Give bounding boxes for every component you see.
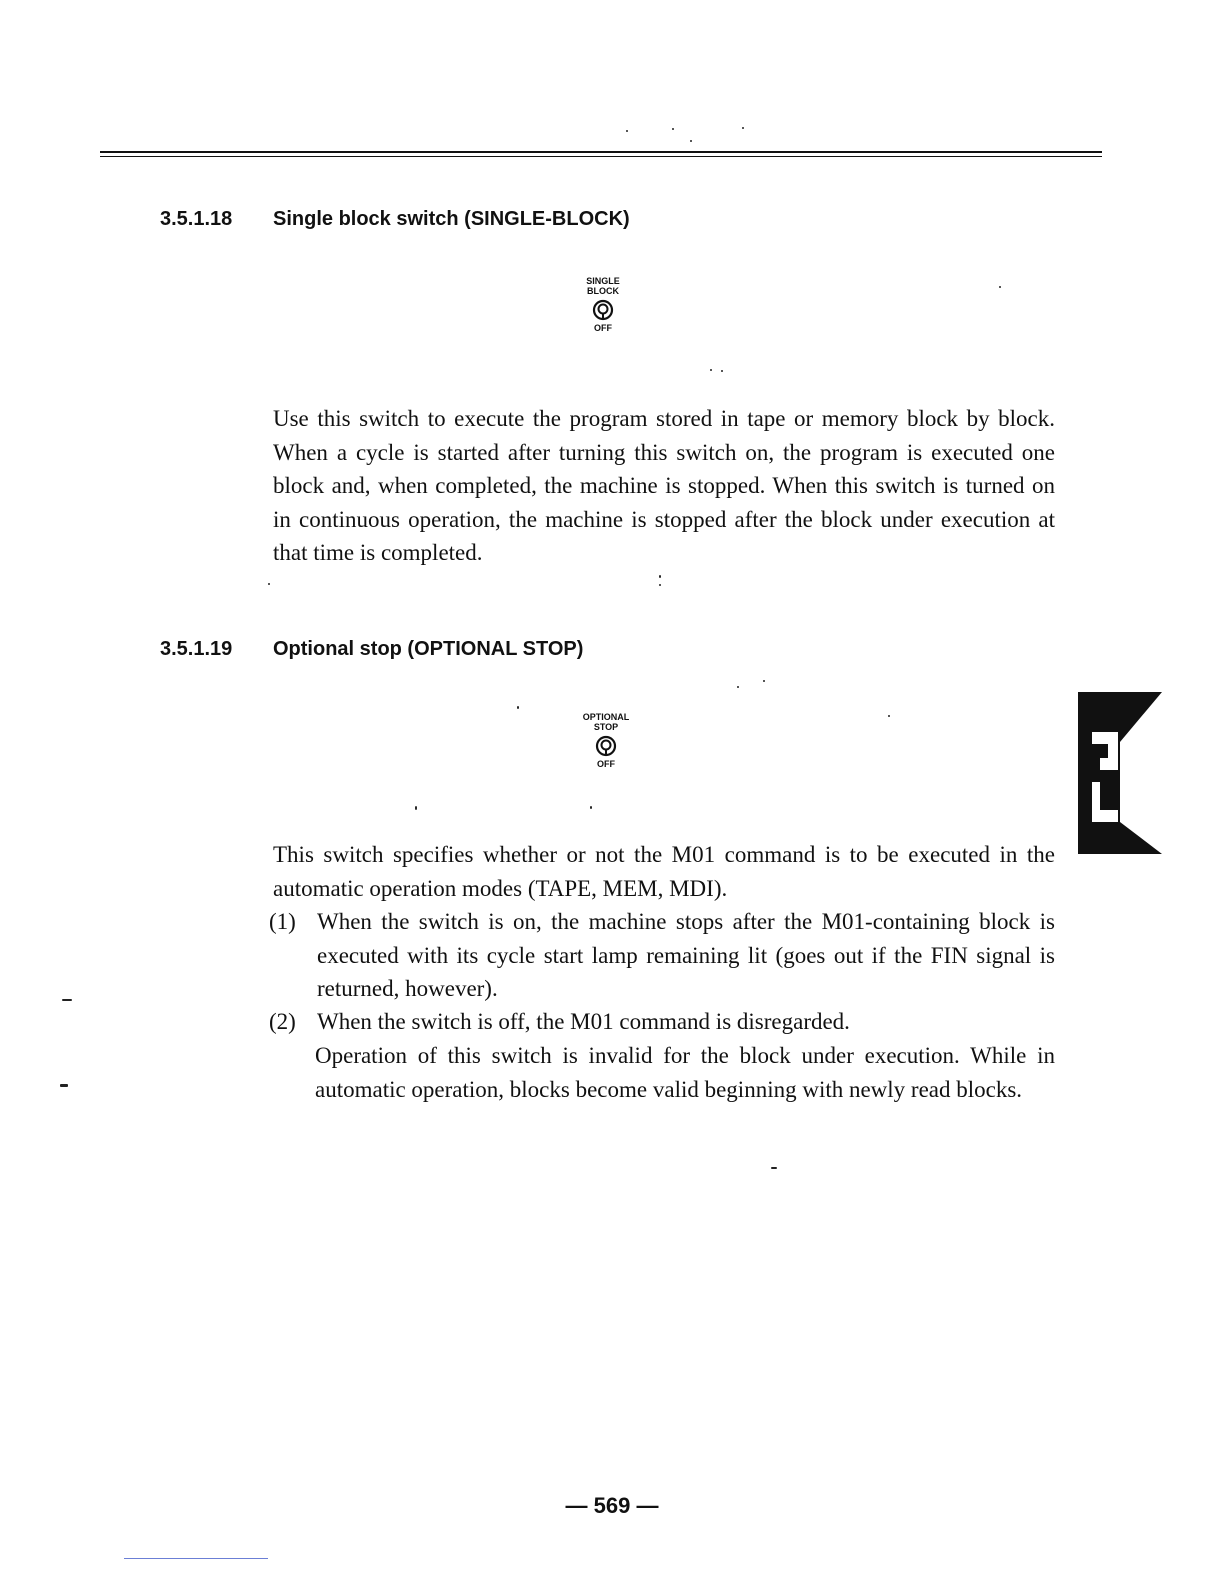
section-number: 3.5.1.19 — [160, 638, 233, 660]
scan-speck — [721, 370, 723, 372]
section-title: Single block switch (SINGLE-BLOCK) — [273, 208, 630, 230]
scan-speck — [268, 583, 270, 585]
switch-label-line: STOP — [593, 722, 619, 732]
scan-speck — [742, 127, 744, 129]
scan-speck — [60, 1084, 68, 1087]
switch-off-label: OFF — [597, 759, 615, 769]
scan-speck — [659, 584, 661, 586]
section-number: 3.5.1.18 — [160, 208, 233, 230]
scan-speck — [763, 680, 765, 682]
page-number: — 569 — — [565, 1493, 659, 1518]
scan-speck — [626, 130, 628, 132]
scan-speck — [737, 686, 739, 688]
switch-off-label: OFF — [594, 323, 612, 333]
list-item-text: When the switch is off, the M01 command is disregarded. — [317, 1009, 850, 1034]
optional-stop-switch-figure — [546, 712, 666, 769]
scan-speck — [710, 369, 712, 371]
header-rule-top — [100, 151, 1102, 153]
single-block-switch-figure — [543, 276, 663, 333]
switch-label-line: BLOCK — [587, 286, 619, 296]
scan-speck — [659, 575, 661, 578]
scan-speck — [999, 286, 1001, 288]
scan-speck — [888, 715, 890, 717]
scan-speck — [415, 806, 417, 810]
section-title: Optional stop (OPTIONAL STOP) — [273, 638, 584, 660]
rotary-switch-icon — [595, 735, 617, 757]
scan-speck — [672, 128, 674, 130]
scan-speck — [590, 806, 592, 809]
scan-speck — [690, 140, 692, 142]
list-item-text: When the switch is on, the machine stops after the M01-containing block is executed with its cycle start lamp remaining lit (goes out if the FIN signal is returned, however). — [317, 909, 1055, 1001]
list-item-number: (2) — [269, 1009, 296, 1034]
footer-line — [124, 1558, 268, 1559]
section-intro: This switch specifies whether or not the M01 command is to be executed in the automatic operation modes (TAPE, MEM, MDI). — [273, 842, 1055, 901]
section-body: Use this switch to execute the program stored in tape or memory block by block. When a cycle is started after turning this switch on, the program is executed one block and, when completed, the machine is stopped. When this switch is turned on in continuous operation, the machine is stopped after the block under execution at that time is completed. — [273, 406, 1055, 565]
switch-label-line: OPTIONAL — [582, 712, 630, 722]
list-item — [269, 905, 1055, 1006]
switch-label-line: SINGLE — [586, 276, 620, 286]
chapter-tab-icon — [1078, 692, 1162, 854]
rotary-switch-icon — [592, 299, 614, 321]
scan-speck — [517, 706, 519, 709]
scan-speck — [62, 999, 72, 1001]
list-item — [269, 1005, 1055, 1039]
header-rule-bottom — [100, 156, 1102, 157]
list-item-number: (1) — [269, 909, 296, 934]
scan-speck — [771, 1167, 777, 1169]
section-note: Operation of this switch is invalid for the block under execution. While in automatic operation, blocks become valid beginning with newly read blocks. — [315, 1043, 1055, 1102]
